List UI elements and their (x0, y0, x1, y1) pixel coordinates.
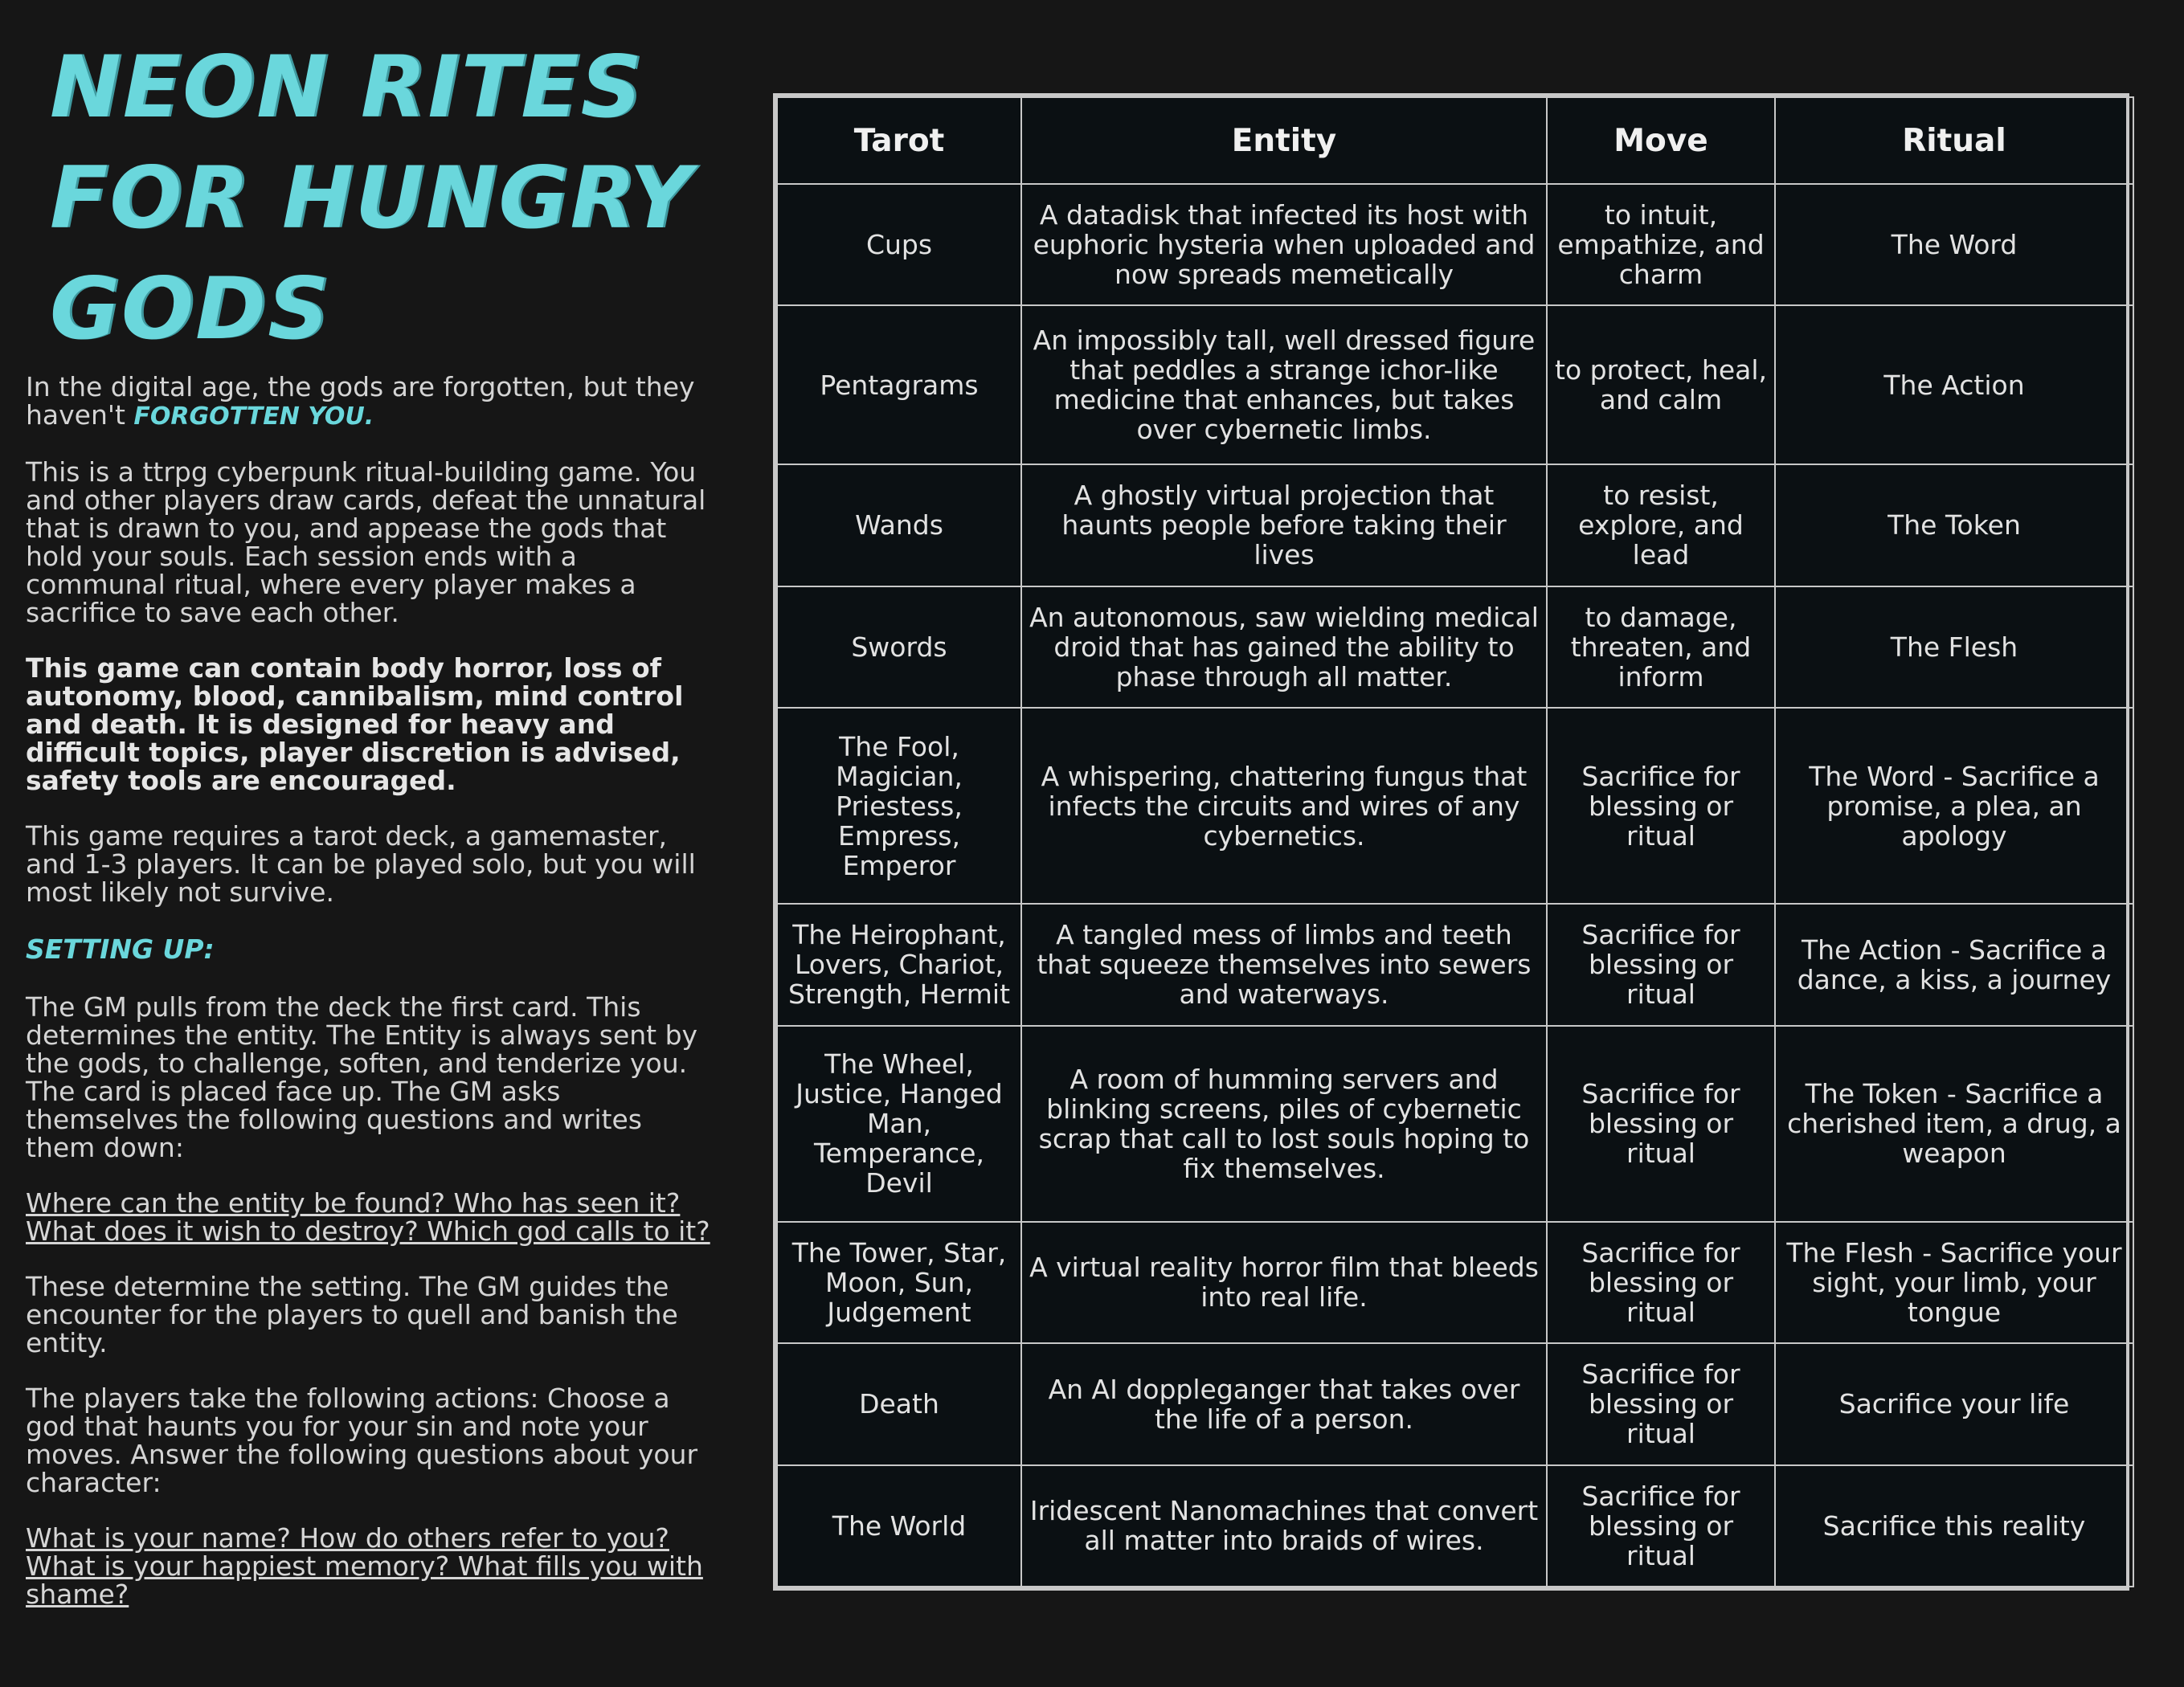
table-row (777, 305, 2133, 464)
setting-paragraph: These determine the setting. The GM guides the encounter for the players to quell and banish the entity. (26, 1271, 678, 1358)
cell-entity: A datadisk that infected its host with euphoric hysteria when uploaded and now spreads memetically (1021, 184, 1547, 305)
table-row (777, 1222, 2133, 1343)
table-row (777, 586, 2133, 708)
gm-questions (26, 1189, 714, 1245)
intro-paragraph (26, 373, 714, 431)
cell-ritual: The Word (1775, 184, 2133, 305)
player-question: What is your name? How do others refer to you? (26, 1522, 669, 1554)
description-paragraph: This is a ttrpg cyberpunk ritual-building game. You and other players draw cards, defeat the unnatural that is drawn to you, and appease the gods that hold your souls. Each session ends with a communal ritual, where every player makes a sacrifice to save each other. (26, 456, 706, 628)
gm-question: Where can the entity be found? Who has seen it? (26, 1187, 681, 1219)
gm-question: What does it wish to destroy? Which god calls to it? (26, 1215, 710, 1247)
content-warning: This game can contain body horror, loss of autonomy, blood, cannibalism, mind control and death. It is designed for heavy and difficult topics, player discretion is advised, safety tools are encouraged. (26, 652, 684, 796)
cell-ritual: Sacrifice your life (1775, 1343, 2133, 1464)
cell-tarot: Pentagrams (777, 305, 1021, 464)
cell-entity: An impossibly tall, well dressed figure that peddles a strange ichor-like medicine that enhances, but takes over cybernetic limbs. (1021, 305, 1547, 464)
cell-entity: Iridescent Nanomachines that convert all matter into braids of wires. (1021, 1465, 1547, 1587)
table-row (777, 464, 2133, 586)
cell-tarot: Death (777, 1343, 1021, 1464)
cell-entity: A whispering, chattering fungus that infects the circuits and wires of any cybernetics. (1021, 708, 1547, 904)
cell-move: to protect, heal, and calm (1547, 305, 1775, 464)
header-tarot: Tarot (777, 97, 1021, 184)
cell-move: Sacrifice for blessing or ritual (1547, 1465, 1775, 1587)
table-row (777, 1343, 2133, 1464)
players-paragraph: The players take the following actions: Choose a god that haunts you for your sin and note your moves. Answer the following questions about your character: (26, 1383, 698, 1498)
cell-entity: An autonomous, saw wielding medical droid that has gained the ability to phase through all matter. (1021, 586, 1547, 708)
table-row (777, 1026, 2133, 1222)
cell-move: to damage, threaten, and inform (1547, 586, 1775, 708)
rules-column (26, 32, 714, 1636)
title-line-3: GODS (50, 259, 331, 358)
cell-tarot: Swords (777, 586, 1021, 708)
table-header-row (777, 97, 2133, 184)
setup-paragraph: The GM pulls from the deck the first card. This determines the entity. The Entity is always sent by the gods, to challenge, soften, and tenderize you. The card is placed face up. The GM asks themselves the following questions and writes them down: (26, 991, 698, 1163)
cell-tarot: Wands (777, 464, 1021, 586)
cell-ritual: The Token - Sacrifice a cherished item, a drug, a weapon (1775, 1026, 2133, 1222)
requirements-paragraph: This game requires a tarot deck, a gamemaster, and 1-3 players. It can be played solo, but you will most likely not survive. (26, 820, 696, 908)
cell-ritual: The Action - Sacrifice a dance, a kiss, a journey (1775, 904, 2133, 1025)
cell-tarot: The Fool, Magician, Priestess, Empress, Emperor (777, 708, 1021, 904)
cell-tarot: The Tower, Star, Moon, Sun, Judgement (777, 1222, 1021, 1343)
cell-ritual: Sacrifice this reality (1775, 1465, 2133, 1587)
setup-heading: SETTING UP: (26, 933, 215, 965)
title-line-1: NEON RITES (50, 38, 644, 137)
cell-entity: A virtual reality horror film that bleeds into real life. (1021, 1222, 1547, 1343)
table-row (777, 708, 2133, 904)
table-row (777, 184, 2133, 305)
player-questions (26, 1524, 714, 1608)
intro-accent: FORGOTTEN YOU. (133, 402, 374, 431)
cell-entity: A room of humming servers and blinking screens, piles of cybernetic scrap that call to lost souls hoping to fix themselves. (1021, 1026, 1547, 1222)
cell-ritual: The Flesh (1775, 586, 2133, 708)
cell-move: Sacrifice for blessing or ritual (1547, 708, 1775, 904)
game-title (50, 32, 714, 365)
intro-text: In the digital age, the gods are forgotten, but they haven't (26, 371, 695, 431)
cell-move: Sacrifice for blessing or ritual (1547, 904, 1775, 1025)
title-line-2: FOR HUNGRY (50, 149, 693, 247)
cell-tarot: The Heirophant, Lovers, Chariot, Strength, Hermit (777, 904, 1021, 1025)
header-ritual: Ritual (1775, 97, 2133, 184)
cell-ritual: The Flesh - Sacrifice your sight, your limb, your tongue (1775, 1222, 2133, 1343)
cell-entity: A ghostly virtual projection that haunts people before taking their lives (1021, 464, 1547, 586)
cell-move: to intuit, empathize, and charm (1547, 184, 1775, 305)
entity-table-container (773, 93, 2129, 1591)
cell-entity: A tangled mess of limbs and teeth that squeeze themselves into sewers and waterways. (1021, 904, 1547, 1025)
entity-table (776, 96, 2134, 1587)
table-row (777, 1465, 2133, 1587)
cell-ritual: The Word - Sacrifice a promise, a plea, an apology (1775, 708, 2133, 904)
player-question: What is your happiest memory? What fills you with shame? (26, 1550, 703, 1610)
cell-tarot: The World (777, 1465, 1021, 1587)
cell-move: Sacrifice for blessing or ritual (1547, 1026, 1775, 1222)
cell-ritual: The Token (1775, 464, 2133, 586)
cell-move: to resist, explore, and lead (1547, 464, 1775, 586)
cell-tarot: The Wheel, Justice, Hanged Man, Temperance, Devil (777, 1026, 1021, 1222)
header-move: Move (1547, 97, 1775, 184)
cell-ritual: The Action (1775, 305, 2133, 464)
table-row (777, 904, 2133, 1025)
cell-move: Sacrifice for blessing or ritual (1547, 1343, 1775, 1464)
cell-tarot: Cups (777, 184, 1021, 305)
cell-move: Sacrifice for blessing or ritual (1547, 1222, 1775, 1343)
cell-entity: An AI doppleganger that takes over the life of a person. (1021, 1343, 1547, 1464)
header-entity: Entity (1021, 97, 1547, 184)
